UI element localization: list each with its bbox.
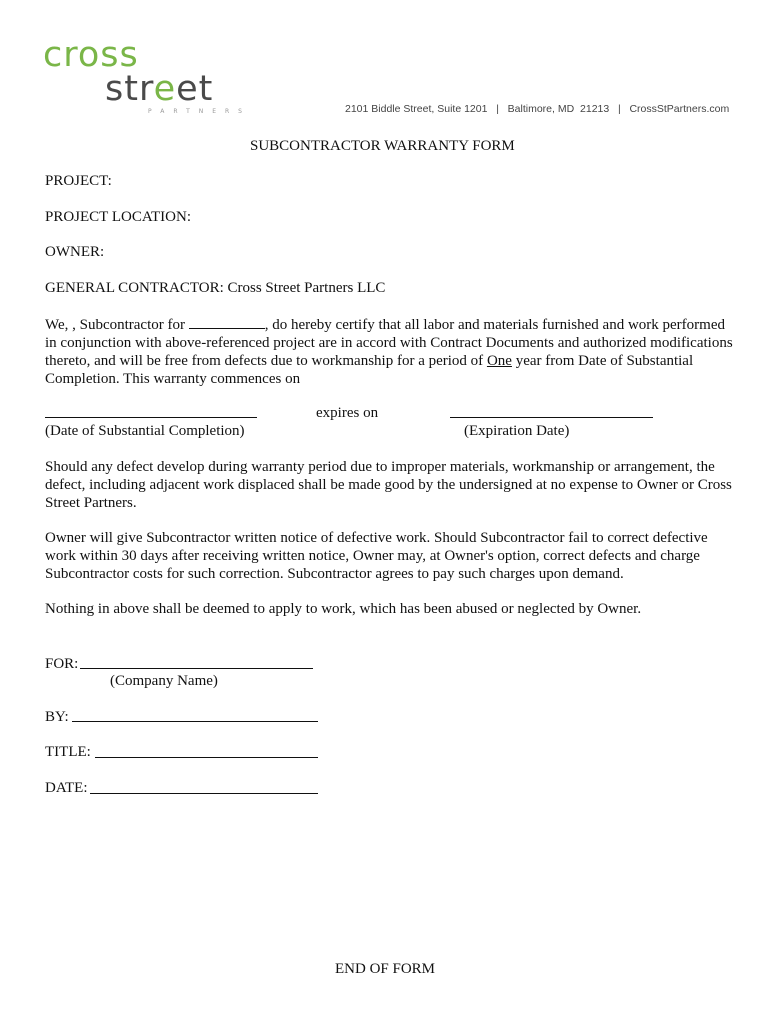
- expiration-date-line[interactable]: [450, 417, 653, 418]
- date-substantial-caption: (Date of Substantial Completion): [45, 423, 245, 439]
- by-label: BY:: [45, 709, 69, 725]
- project-label: PROJECT:: [45, 173, 112, 189]
- end-of-form: END OF FORM: [335, 961, 436, 977]
- expiration-date-caption: (Expiration Date): [464, 423, 570, 439]
- company-address: 2101 Biddle Street, Suite 1201 | Baltimore, MD 21213 | CrossStPartners.com: [345, 103, 730, 115]
- logo-street-accent: e: [153, 69, 177, 109]
- date-label: DATE:: [45, 780, 88, 796]
- form-title: SUBCONTRACTOR WARRANTY FORM: [250, 138, 515, 154]
- certification-paragraph: [45, 314, 735, 388]
- owner-label: OWNER:: [45, 244, 105, 260]
- project-location-label: PROJECT LOCATION:: [45, 209, 191, 225]
- logo-street-text: [105, 69, 214, 109]
- by-signature-line[interactable]: [72, 721, 318, 722]
- cert-text-3: year from Date of Substantial Completion. This warranty commences on: [45, 353, 694, 387]
- title-label: TITLE:: [45, 744, 91, 760]
- logo-cross-text: cross: [43, 35, 139, 75]
- title-line[interactable]: [95, 757, 318, 758]
- subcontractor-blank[interactable]: [189, 314, 265, 329]
- defect-paragraph: Should any defect develop during warranty period due to improper materials, workmanship or arrangement, the defect, including adjacent work displaced shall be made good by the undersigned at no expense to Owner or Cross Street Partners.: [45, 459, 732, 511]
- expires-on-label: expires on: [316, 405, 379, 421]
- company-name-line[interactable]: [80, 668, 313, 669]
- exclusion-paragraph: Nothing in above shall be deemed to apply to work, which has been abused or neglected by Owner.: [45, 601, 642, 617]
- for-label: FOR:: [45, 656, 79, 672]
- logo-street-post: et: [176, 69, 214, 109]
- substantial-completion-line[interactable]: [45, 417, 257, 418]
- logo-street-pre: str: [105, 69, 154, 109]
- general-contractor-label: GENERAL CONTRACTOR: Cross Street Partners LLC: [45, 280, 386, 296]
- date-line[interactable]: [90, 793, 318, 794]
- cert-text-1: We, , Subcontractor for: [45, 317, 189, 333]
- logo-partners-text: PARTNERS: [148, 108, 251, 115]
- cert-text-2: , do hereby certify that all labor and materials furnished and work performed in conjunction with above-referenced project are in accord with Contract Documents and authorized modifications thereto, and will be free from defects due to workmanship for a period of: [45, 317, 733, 369]
- notice-paragraph: Owner will give Subcontractor written notice of defective work. Should Subcontractor fail to correct defective work within 30 days after receiving written notice, Owner may, at Owner's option, correct defects and charge Subcontractor costs for such correction. Subcontractor agrees to pay such charges upon demand.: [45, 530, 708, 582]
- warranty-period: One: [486, 353, 512, 369]
- company-name-caption: (Company Name): [110, 673, 218, 689]
